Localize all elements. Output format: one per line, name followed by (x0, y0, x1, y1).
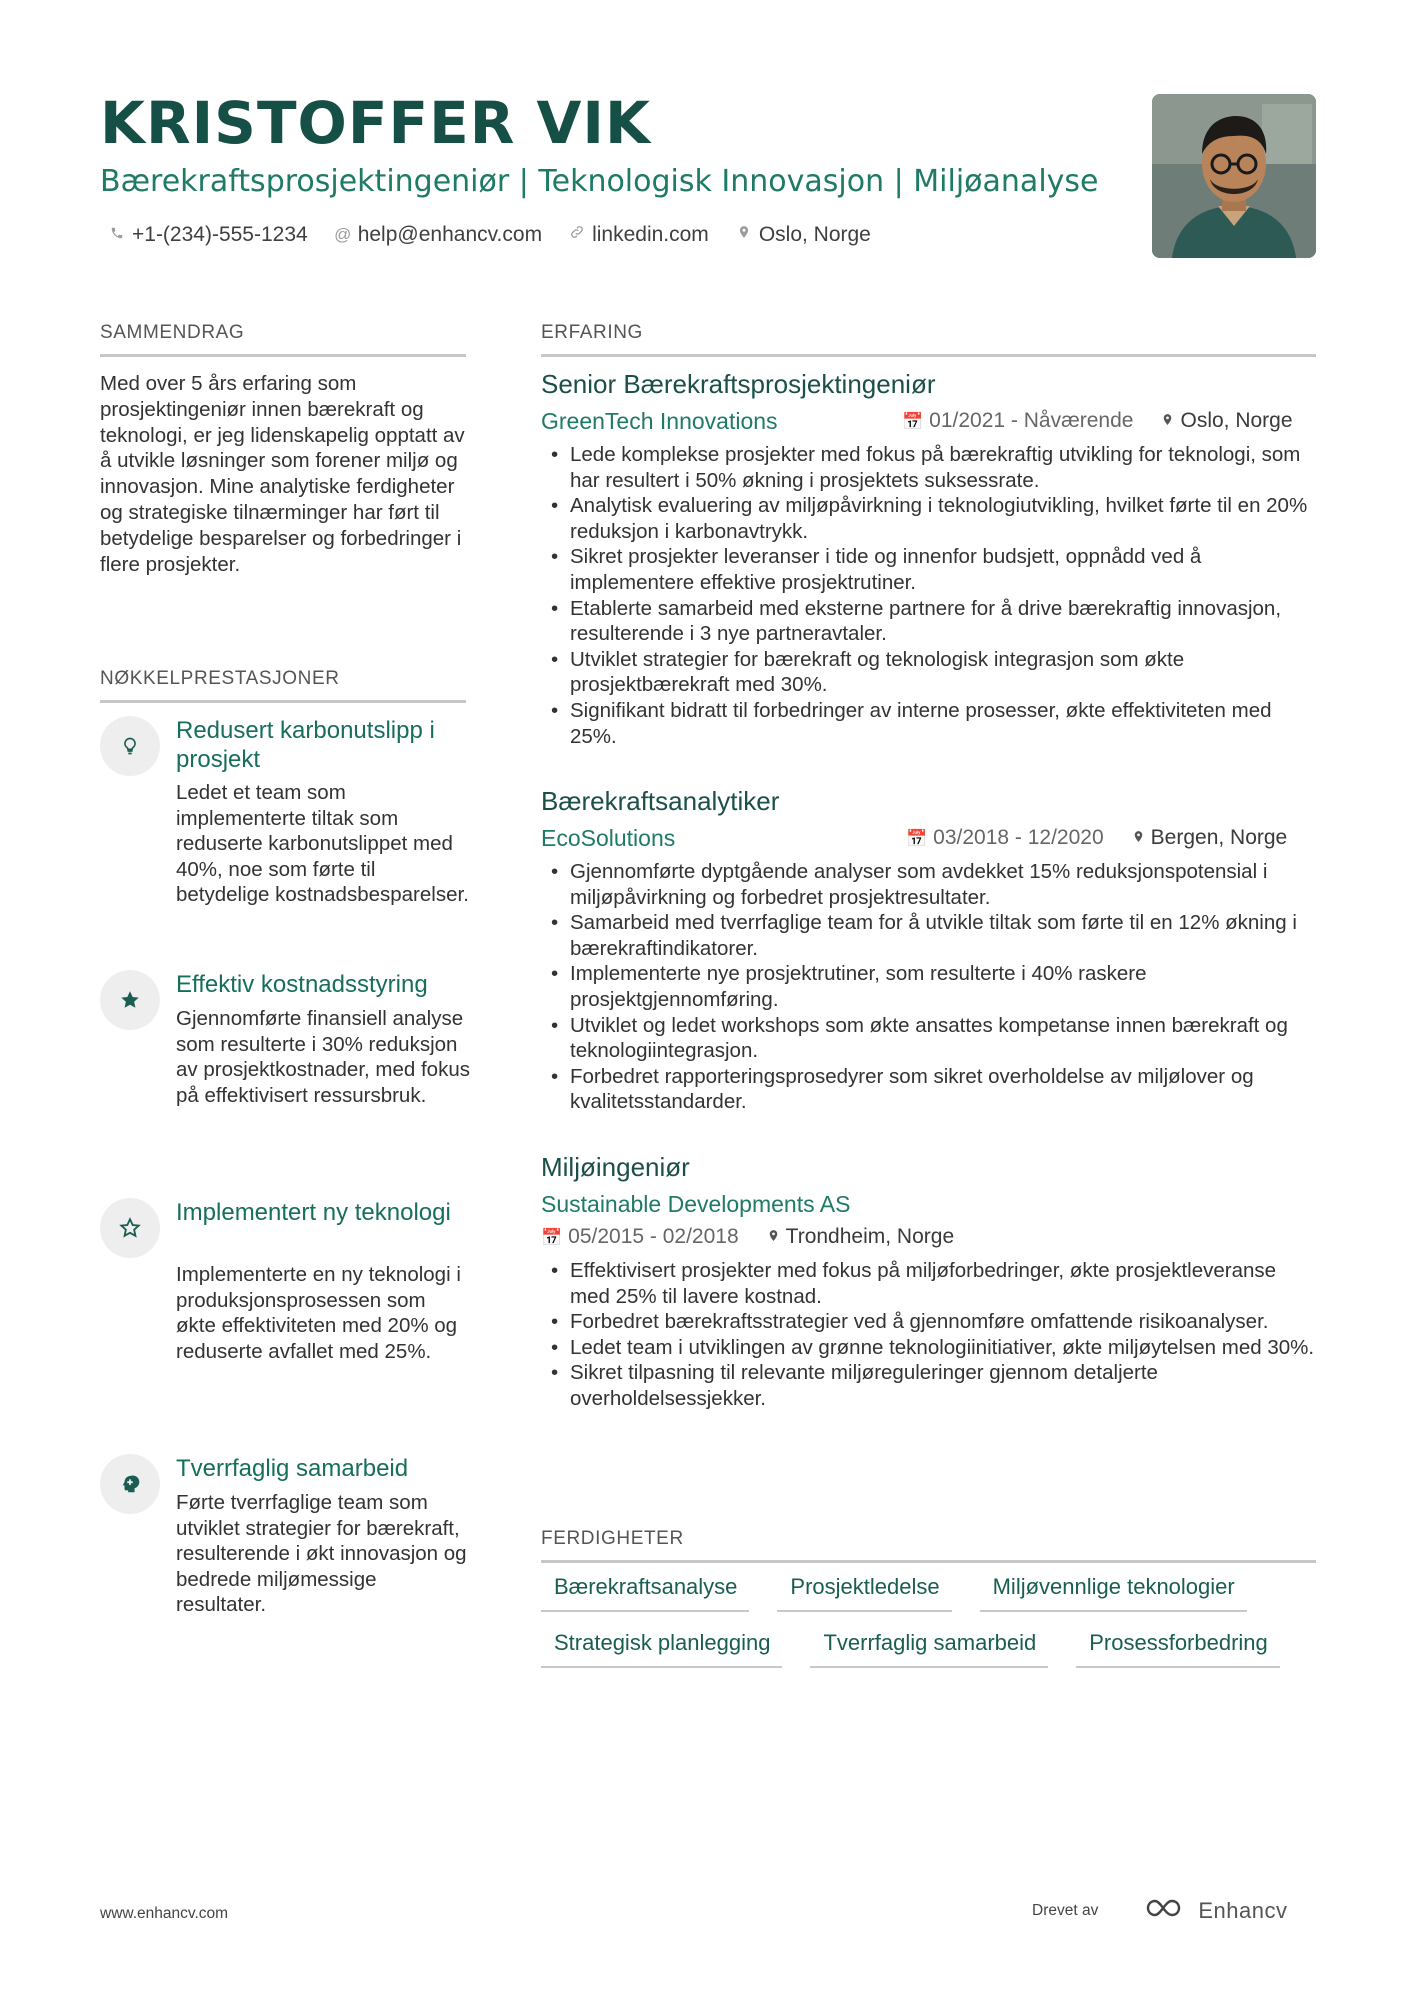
achievement-title: Effektiv kostnadsstyring (176, 971, 428, 998)
section-title-skills: FERDIGHETER (541, 1526, 1316, 1563)
enhancv-logo-text: Enhancv (1198, 1898, 1288, 1923)
footer-branding (1032, 1896, 1287, 1926)
job-dates: 📅 01/2021 - Nåværende (902, 409, 1134, 432)
location-icon (1161, 412, 1174, 431)
head-brain-icon (100, 1454, 160, 1514)
skill-tag: Prosjektledelse (777, 1572, 951, 1612)
location-icon (735, 220, 753, 250)
star-outline-icon (100, 1198, 160, 1258)
job-meta (541, 1222, 954, 1253)
contact-phone[interactable] (108, 220, 308, 250)
candidate-name: KRISTOFFER VIK (100, 89, 651, 157)
job-location: Bergen, Norge (1132, 823, 1288, 854)
section-title-summary: SAMMENDRAG (100, 320, 466, 357)
job-meta (906, 823, 1287, 854)
job-title: Bærekraftsanalytiker (541, 786, 780, 816)
list-item: • Lede komplekse prosjekter med fokus på bærekraftig utvikling for teknologi, som har resultert i 50% økning i prosjektets suksessrate. (549, 442, 1316, 493)
achievement-desc: Førte tverrfaglige team som utviklet strategier for bærekraft, resulterende i økt innovasjon og bedrede miljømessige resultater. (176, 1491, 467, 1617)
calendar-icon: 📅 (906, 829, 928, 848)
link-icon (568, 220, 586, 250)
achievement-title: Tverrfaglig samarbeid (176, 1455, 409, 1482)
list-item: • Forbedret bærekraftsstrategier ved å gjennomføre omfattende risikoanalyser. (549, 1309, 1316, 1335)
list-item: • Gjennomførte dyptgående analyser som avdekket 15% reduksjonspotensial i miljøpåvirkning og forbedret prosjektresultater. (549, 859, 1316, 910)
enhancv-logo-icon (1142, 1896, 1188, 1926)
powered-by-label: Drevet av (1032, 1902, 1099, 1919)
achievement-title: Redusert karbonutslipp i prosjekt (176, 717, 435, 773)
skill-tag: Bærekraftsanalyse (541, 1572, 749, 1612)
job-location: Trondheim, Norge (767, 1222, 954, 1253)
list-item: • Etablerte samarbeid med eksterne partnere for å drive bærekraftig innovasjon, resulterende i 3 nye partneravtaler. (549, 596, 1316, 647)
list-item: • Analytisk evaluering av miljøpåvirkning i teknologiutvikling, hvilket førte til en 20% reduksjon i karbonavtrykk. (549, 493, 1316, 544)
candidate-headline: Bærekraftsprosjektingeniør | Teknologisk Innovasjon | Miljøanalyse (100, 164, 1099, 199)
section-title-experience: ERFARING (541, 320, 1316, 357)
at-icon: @ (334, 225, 352, 244)
skill-tag: Prosessforbedring (1076, 1628, 1280, 1668)
list-item: • Forbedret rapporteringsprosedyrer som sikret overholdelse av miljølover og kvalitetsstandarder. (549, 1064, 1316, 1115)
achievement-desc: Ledet et team som implementerte tiltak som reduserte karbonutslippet med 40%, noe som førte til betydelige kostnadsbesparelser. (176, 781, 469, 907)
enhancv-logo[interactable] (1142, 1896, 1287, 1926)
contact-email-text: help@enhancv.com (357, 223, 543, 246)
contact-email[interactable] (334, 220, 542, 250)
job-bullets (549, 442, 1316, 749)
skills-list (541, 1572, 1321, 1668)
job-title: Miljøingeniør (541, 1152, 690, 1182)
achievement-desc: Implementerte en ny teknologi i produksjonsprosessen som økte effektiviteten med 20% og reduserte avfallet med 25%. (176, 1263, 461, 1363)
calendar-icon: 📅 (541, 1228, 563, 1247)
list-item: • Signifikant bidratt til forbedringer av interne prosesser, økte effektiviteten med 25%. (549, 698, 1316, 749)
skill-tag: Strategisk planlegging (541, 1628, 782, 1668)
job-dates: 📅 05/2015 - 02/2018 (541, 1225, 739, 1248)
contact-location (735, 220, 871, 250)
summary-text: Med over 5 års erfaring som prosjektingeniør innen bærekraft og teknologi, er jeg lidenskapelig opptatt av å utvikle løsninger som forener miljø og innovasjon. Mine analytiske ferdigheter og strategiske tilnærminger har ført til betydelige besparelser og forbedringer i flere prosjekter. (100, 372, 465, 576)
job-title: Senior Bærekraftsprosjektingeniør (541, 369, 936, 399)
job-company: EcoSolutions (541, 825, 676, 851)
list-item: • Sikret tilpasning til relevante miljøreguleringer gjennom detaljerte overholdelsessjekker. (549, 1360, 1316, 1411)
contact-linkedin[interactable] (568, 220, 709, 250)
list-item: • Effektivisert prosjekter med fokus på miljøforbedringer, økte prosjektleveranse med 25% til lavere kostnad. (549, 1258, 1316, 1309)
contact-location-text: Oslo, Norge (758, 223, 871, 246)
job-location: Oslo, Norge (1161, 406, 1292, 437)
section-title-achievements: NØKKELPRESTASJONER (100, 666, 466, 703)
job-meta (902, 406, 1293, 437)
job-company: GreenTech Innovations (541, 408, 778, 434)
list-item: • Ledet team i utviklingen av grønne teknologiinitiativer, økte miljøytelsen med 30%. (549, 1335, 1316, 1361)
location-icon (1132, 829, 1145, 848)
list-item: • Implementerte nye prosjektrutiner, som resulterte i 40% raskere prosjektgjennomføring. (549, 961, 1316, 1012)
job-company: Sustainable Developments AS (541, 1191, 851, 1217)
list-item: • Sikret prosjekter leveranser i tide og innenfor budsjett, oppnådd ved å implementere effektive prosjektrutiner. (549, 544, 1316, 595)
contact-phone-text: +1-(234)-555-1234 (132, 223, 308, 246)
footer-website[interactable]: www.enhancv.com (100, 1905, 229, 1922)
star-filled-icon (100, 970, 160, 1030)
job-dates: 📅 03/2018 - 12/2020 (906, 826, 1104, 849)
lightbulb-icon (100, 716, 160, 776)
contact-linkedin-text: linkedin.com (592, 223, 709, 246)
list-item: • Samarbeid med tverrfaglige team for å utvikle tiltak som førte til en 12% økning i bærekraftindikatorer. (549, 910, 1316, 961)
profile-photo (1152, 94, 1316, 258)
achievement-title: Implementert ny teknologi (176, 1199, 451, 1226)
phone-icon (108, 220, 126, 250)
achievement-desc: Gjennomførte finansiell analyse som resulterte i 30% reduksjon av prosjektkostnader, med fokus på effektivisert ressursbruk. (176, 1007, 470, 1107)
list-item: • Utviklet strategier for bærekraft og teknologisk integrasjon som økte prosjektbærekraft med 30%. (549, 647, 1316, 698)
list-item: • Utviklet og ledet workshops som økte ansattes kompetanse innen bærekraft og teknologiintegrasjon. (549, 1013, 1316, 1064)
calendar-icon: 📅 (902, 412, 924, 431)
job-bullets (549, 1258, 1316, 1412)
location-icon (767, 1228, 780, 1247)
contact-row (108, 220, 871, 250)
skill-tag: Tverrfaglig samarbeid (810, 1628, 1048, 1668)
job-bullets (549, 859, 1316, 1115)
skill-tag: Miljøvennlige teknologier (980, 1572, 1247, 1612)
